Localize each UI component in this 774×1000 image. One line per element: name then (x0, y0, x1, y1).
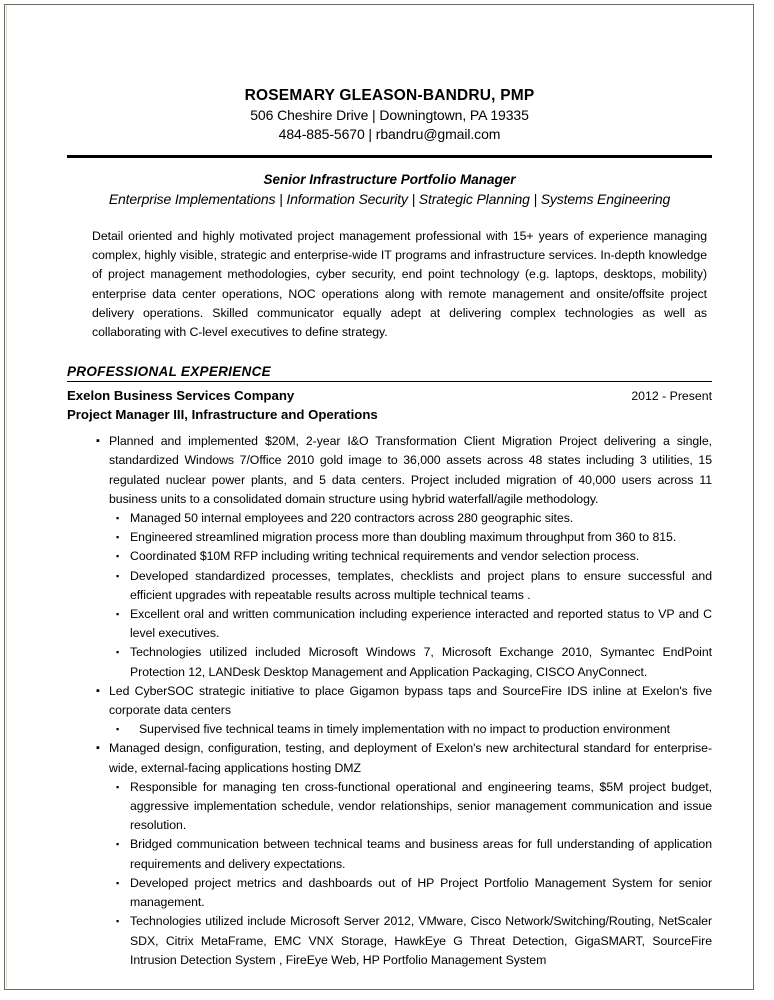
bullet-marker-icon: ▪ (116, 724, 120, 735)
bullet-marker-icon: ▪ (116, 839, 120, 850)
bullet-item-level-2 (116, 643, 712, 681)
bullet-marker-icon: ▪ (116, 570, 120, 581)
bullet-text: Engineered streamlined migration process more than doubling maximum throughput from 360 to 815. (130, 530, 677, 545)
bullet-marker-icon: ▪ (116, 532, 120, 543)
candidate-address: 506 Cheshire Drive | Downingtown, PA 19335 (250, 107, 529, 123)
bullet-marker-icon: ▪ (116, 916, 120, 927)
bullet-item-level-2 (116, 528, 712, 547)
bullet-text: Managed 50 internal employees and 220 contractors across 280 geographic sites. (130, 511, 574, 526)
candidate-name: ROSEMARY GLEASON-BANDRU, PMP (244, 87, 535, 104)
bullet-text: Responsible for managing ten cross-functional operational and engineering teams, $5M project budget, aggressive implementation schedule, vendor relationships, senior management communication and issue resolution. (130, 779, 712, 833)
candidate-contact: 484-885-5670 | rbandru@gmail.com (278, 126, 501, 142)
bullet-text: Planned and implemented $20M, 2-year I&O Transformation Client Migration Project delivering a single, standardized Windows 7/Office 2010 gold image to 36,000 assets across 48 states including 3 utilities, 15 regulated nuclear power plants, and 5 data centers. Project included migration of 40,000 users across 11 business units to a consolidated domain structure using hybrid waterfall/agile methodology. (109, 434, 712, 506)
bullet-item-level-2 (116, 567, 712, 605)
bullet-text: Managed design, configuration, testing, and deployment of Exelon's new architectural standard for enterprise-wide, external-facing applications hosting DMZ (109, 741, 712, 775)
bullet-text: Bridged communication between technical teams and business areas for full understanding of application requirements and delivery expectations. (130, 837, 712, 871)
bullet-item-level-2 (116, 509, 712, 528)
bullet-text: Technologies utilized included Microsoft Windows 7, Microsoft Exchange 2010, Symantec EndPoint Protection 12, LANDesk Desktop Management and Application Packaging, CISCO AnyConnect. (130, 645, 712, 679)
bullet-text: Led CyberSOC strategic initiative to place Gigamon bypass taps and SourceFire IDS inline at Exelon's five corporate data centers (109, 683, 712, 718)
bullet-marker-icon: ▪ (96, 742, 100, 755)
bullet-marker-icon: ▪ (96, 435, 100, 448)
title-block (67, 170, 712, 210)
bullet-marker-icon: ▪ (116, 781, 120, 792)
resume-content (67, 86, 712, 970)
bullet-text: Developed project metrics and dashboards out of HP Project Portfolio Management System for senior management. (130, 875, 712, 910)
bullet-marker-icon: ▪ (116, 609, 120, 620)
bullet-marker-icon: ▪ (116, 877, 120, 888)
employer-name: Exelon Business Services Company (67, 388, 295, 404)
resume-header (67, 86, 712, 158)
professional-summary: Detail oriented and highly motivated project management professional with 15+ years of experience managing complex, highly visible, strategic and enterprise-wide IT programs and infrastructure services. In-depth knowledge of project management methodologies, cyber security, end point technology (e.g. laptops, desktops, mobility) enterprise data center operations, NOC operations along with remote management and onsite/offsite project delivery operations. Skilled communicator equally adept at delivering complex technologies as well as collaborating with C-level executives to define strategy. (92, 229, 707, 340)
bullet-item-level-2 (116, 778, 712, 836)
bullet-marker-icon: ▪ (116, 551, 120, 562)
bullet-marker-icon: ▪ (116, 647, 120, 658)
bullet-text: Technologies utilized include Microsoft Server 2012, VMware, Cisco Network/Switching/Routing, NetScaler SDX, Citrix MetaFrame, EMC VNX Storage, HawkEye G Threat Detection, GigaSMART, SourceFire Intrusion Detection System , FireEye Web, HP Portfolio Management System (130, 914, 712, 967)
bullet-item-level-2 (116, 874, 712, 912)
bullet-text: Developed standardized processes, templates, checklists and project plans to ensure successful and efficient upgrades with repeatable results across multiple technical teams . (130, 568, 712, 602)
bullet-item-level-3 (116, 720, 712, 739)
job-role-title: Project Manager III, Infrastructure and Operations (67, 407, 378, 423)
resume-page-inner (6, 6, 752, 988)
bullet-item-level-2 (116, 835, 712, 873)
bullet-marker-icon: ▪ (96, 684, 100, 697)
bullet-text: Coordinated $10M RFP including writing technical requirements and vendor selection process. (130, 549, 640, 564)
bullet-item-level-2 (116, 912, 712, 970)
bullet-text: Excellent oral and written communication including experience interacted and reported status to VP and C level executives. (130, 607, 712, 641)
section-heading-experience: PROFESSIONAL EXPERIENCE (67, 364, 712, 382)
specialties-tagline: Enterprise Implementations | Information Security | Strategic Planning | Systems Engineering (108, 191, 671, 207)
job-bullet-list (67, 432, 712, 970)
resume-page (4, 4, 754, 990)
bullet-marker-icon: ▪ (116, 513, 120, 524)
job-header-row (67, 387, 712, 405)
bullet-item-level-1 (96, 432, 712, 509)
professional-experience-section (67, 364, 712, 970)
bullet-item-level-1 (96, 739, 712, 777)
bullet-item-level-2 (116, 547, 712, 566)
bullet-item-level-1 (96, 682, 712, 720)
professional-title: Senior Infrastructure Portfolio Manager (263, 172, 516, 187)
employment-dates: 2012 - Present (631, 389, 712, 404)
job-entry (67, 387, 712, 970)
bullet-text: Supervised five technical teams in timely implementation with no impact to production environment (139, 722, 671, 737)
bullet-item-level-2 (116, 605, 712, 643)
header-divider (67, 155, 712, 158)
